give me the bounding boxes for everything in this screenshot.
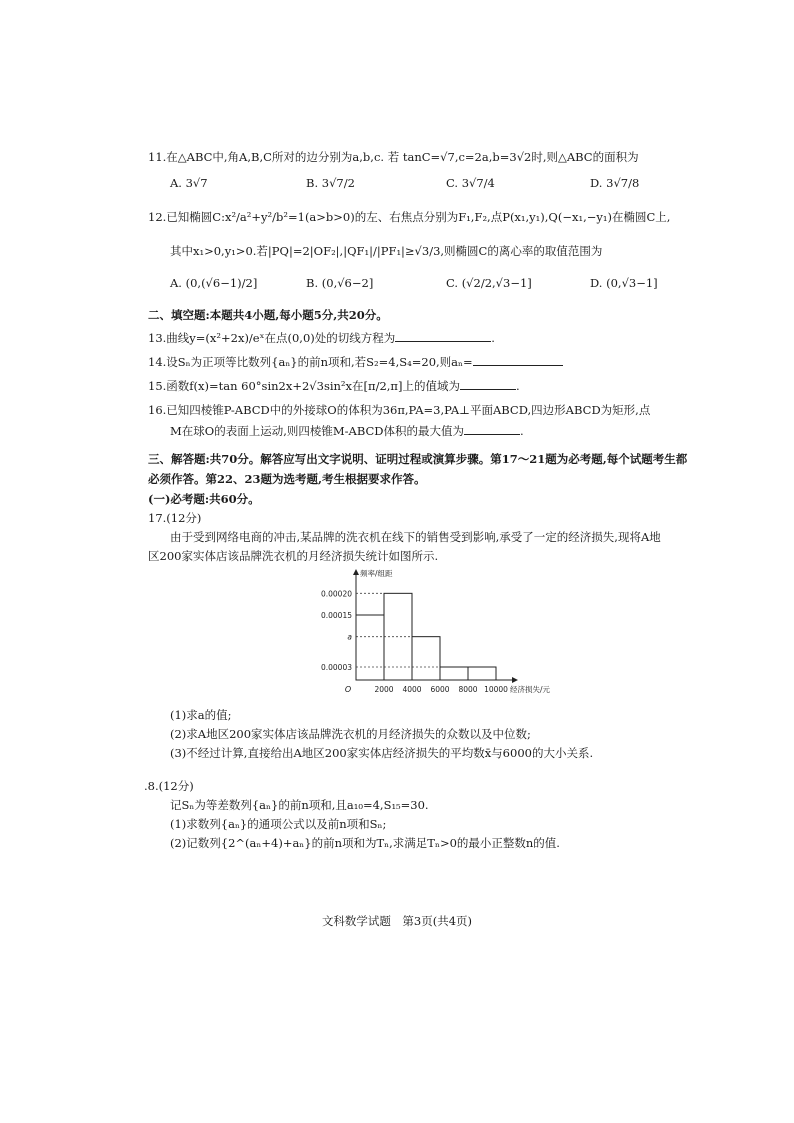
y-axis-label: 频率/组距 — [360, 569, 393, 578]
histogram-bar — [440, 667, 468, 680]
q18-sub2: (2)记数列{2^(aₙ+4)+aₙ}的前n项和为Tₙ,求满足Tₙ>0的最小正整数n的值. — [170, 836, 560, 850]
q17-head: 17.(12分) — [148, 511, 202, 525]
q17-paragraph-line1: 由于受到网络电商的冲击,某品牌的洗衣机在线下的销售受到影响,承受了一定的经济损失,现将A地 — [170, 530, 661, 544]
q13-text: 13.曲线y=(x²+2x)/eˣ在点(0,0)处的切线方程为 — [148, 331, 396, 345]
q15-text: 15.函数f(x)=tan 60°sin2x+2√3sin²x在[π/2,π]上的值域为 — [148, 379, 460, 393]
page-footer: 文科数学试题 第3页(共4页) — [321, 914, 473, 928]
section3-title-line1: 三、解答题:共70分。解答应写出文字说明、证明过程或演算步骤。第17～21题为必考题,每个试题考生都 — [148, 452, 688, 466]
q12-stem-line2: 其中x₁>0,y₁>0.若|PQ|=2|OF₂|,|QF₁|/|PF₁|≥√3/3,则椭圆C的离心率的取值范围为 — [170, 244, 603, 258]
x-tick-label: 2000 — [374, 685, 394, 694]
section3-required-note: (一)必考题:共60分。 — [148, 492, 260, 506]
q12-option-b: B. (0,√6−2] — [306, 276, 374, 290]
x-tick-label: 8000 — [458, 685, 478, 694]
q11-option-a: A. 3√7 — [170, 176, 208, 190]
y-tick-label: 0.00020 — [320, 589, 352, 599]
q14-text: 14.设Sₙ为正项等比数列{aₙ}的前n项和,若S₂=4,S₄=20,则aₙ= — [148, 355, 473, 369]
q11-option-c: C. 3√7/4 — [446, 176, 495, 190]
x-tick-label: 4000 — [402, 685, 422, 694]
q16-answer-blank — [464, 423, 520, 435]
y-tick-label: 0.00015 — [320, 611, 352, 620]
q13-answer-blank — [395, 330, 491, 342]
x-tick-label: 10000 — [484, 685, 508, 694]
q15-answer-blank — [460, 378, 516, 390]
q18-sub1: (1)求数列{aₙ}的通项公式以及前n项和Sₙ; — [170, 817, 387, 831]
section3-title-line2: 必须作答。第22、23题为选考题,考生根据要求作答。 — [148, 472, 426, 486]
q17-sub3: (3)不经过计算,直接给出A地区200家实体店经济损失的平均数x̄与6000的大小关系. — [170, 746, 594, 760]
y-tick-label: a — [347, 632, 352, 642]
q11-stem: 11.在△ABC中,角A,B,C所对的边分别为a,b,c. 若 tanC=√7,c=2a,b=3√2时,则△ABC的面积为 — [148, 150, 639, 164]
loss-histogram — [310, 566, 610, 700]
q17-paragraph-line2: 区200家实体店该品牌洗衣机的月经济损失统计如图所示. — [148, 549, 439, 563]
q17-sub1: (1)求a的值; — [170, 708, 232, 722]
q17-sub2: (2)求A地区200家实体店该品牌洗衣机的月经济损失的众数以及中位数; — [170, 727, 531, 741]
q15: 15.函数f(x)=tan 60°sin2x+2√3sin²x在[π/2,π]上的值域为 . — [148, 379, 520, 393]
histogram-bar — [356, 615, 384, 680]
origin-label: O — [344, 685, 352, 694]
histogram-bar — [412, 637, 440, 680]
q12-option-d: D. (0,√3−1] — [590, 276, 658, 290]
q16-line1: 16.已知四棱锥P-ABCD中的外接球O的体积为36π,PA=3,PA⊥平面ABCD,四边形ABCD为矩形,点 — [148, 403, 651, 417]
q14 — [148, 354, 563, 369]
q11-option-b: B. 3√7/2 — [306, 176, 355, 190]
section2-title: 二、填空题:本题共4小题,每小题5分,共20分。 — [148, 308, 388, 322]
q18-paragraph: 记Sₙ为等差数列{aₙ}的前n项和,且a₁₀=4,S₁₅=30. — [170, 798, 429, 812]
q14-answer-blank — [473, 354, 563, 366]
q11-option-d: D. 3√7/8 — [590, 176, 640, 190]
q13: 13.曲线y=(x²+2x)/eˣ在点(0,0)处的切线方程为 . — [148, 331, 495, 345]
q18-head: .8.(12分) — [144, 779, 194, 793]
x-tick-label: 6000 — [430, 685, 450, 694]
y-tick-label: 0.00003 — [320, 663, 352, 672]
q12-stem-line1: 12.已知椭圆C:x²/a²+y²/b²=1(a>b>0)的左、右焦点分别为F₁,F₂,点P(x₁,y₁),Q(−x₁,−y₁)在椭圆C上, — [148, 210, 671, 224]
q16-line2: M在球O的表面上运动,则四棱锥M-ABCD体积的最大值为 — [170, 424, 465, 438]
q12-option-a: A. (0,(√6−1)/2] — [170, 276, 258, 290]
q12-option-c: C. (√2/2,√3−1] — [446, 276, 532, 290]
histogram-bar — [468, 667, 496, 680]
x-axis-label: 经济损失/元 — [510, 685, 551, 694]
q16: M在球O的表面上运动,则四棱锥M-ABCD体积的最大值为 . — [170, 424, 524, 438]
